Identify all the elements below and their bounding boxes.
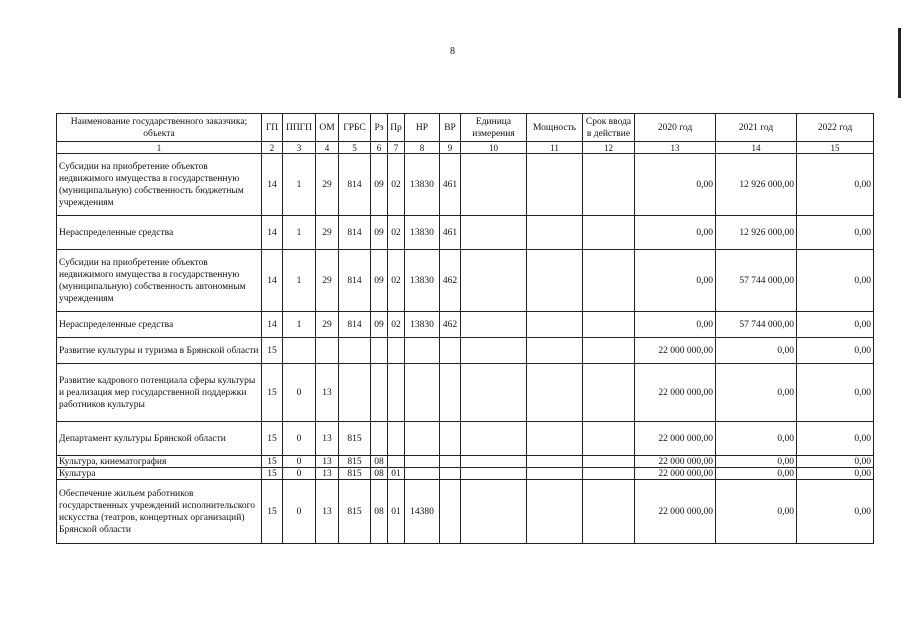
cell-capacity xyxy=(527,364,583,422)
cell-pr: 02 xyxy=(388,216,405,250)
table-row xyxy=(57,250,874,312)
cell-gp: 15 xyxy=(262,480,283,544)
cell-unit xyxy=(461,480,527,544)
header-cell: ГРБС xyxy=(339,114,371,142)
cell-2021: 0,00 xyxy=(716,364,797,422)
column-number: 11 xyxy=(527,142,583,154)
row-name: Культура, кинематография xyxy=(57,456,262,468)
cell-2022: 0,00 xyxy=(797,338,874,364)
cell-unit xyxy=(461,216,527,250)
cell-pr xyxy=(388,338,405,364)
cell-2020: 22 000 000,00 xyxy=(635,364,716,422)
cell-vr: 461 xyxy=(440,216,461,250)
column-number: 2 xyxy=(262,142,283,154)
cell-rz: 09 xyxy=(371,312,388,338)
cell-unit xyxy=(461,154,527,216)
cell-2020: 0,00 xyxy=(635,216,716,250)
column-number: 13 xyxy=(635,142,716,154)
cell-rz: 09 xyxy=(371,250,388,312)
cell-gp: 15 xyxy=(262,422,283,456)
table-row xyxy=(57,154,874,216)
column-number: 8 xyxy=(405,142,440,154)
cell-ppgp: 0 xyxy=(283,456,316,468)
row-name: Развитие кадрового потенциала сферы культуры и реализация мер государственной поддержки работников культуры xyxy=(57,364,262,422)
table-row xyxy=(57,422,874,456)
cell-grbs: 814 xyxy=(339,250,371,312)
cell-2022: 0,00 xyxy=(797,480,874,544)
page-number: 8 xyxy=(450,46,455,57)
cell-om: 13 xyxy=(316,422,339,456)
cell-term xyxy=(583,250,635,312)
row-name: Нераспределенные средства xyxy=(57,312,262,338)
cell-term xyxy=(583,480,635,544)
cell-grbs: 815 xyxy=(339,468,371,480)
row-name: Культура xyxy=(57,468,262,480)
cell-pr: 01 xyxy=(388,480,405,544)
cell-2021: 57 744 000,00 xyxy=(716,250,797,312)
cell-term xyxy=(583,216,635,250)
cell-om xyxy=(316,338,339,364)
cell-capacity xyxy=(527,468,583,480)
cell-2021: 12 926 000,00 xyxy=(716,216,797,250)
column-number: 6 xyxy=(371,142,388,154)
cell-om: 29 xyxy=(316,250,339,312)
cell-gp: 14 xyxy=(262,216,283,250)
cell-ppgp: 0 xyxy=(283,422,316,456)
table-row xyxy=(57,456,874,468)
cell-vr xyxy=(440,468,461,480)
cell-grbs: 814 xyxy=(339,216,371,250)
row-name: Субсидии на приобретение объектов недвижимого имущества в государственную (муниципальную) собственность бюджетным учреждениям xyxy=(57,154,262,216)
header-cell: 2020 год xyxy=(635,114,716,142)
cell-term xyxy=(583,312,635,338)
row-name: Развитие культуры и туризма в Брянской области xyxy=(57,338,262,364)
column-number: 3 xyxy=(283,142,316,154)
row-name: Обеспечение жильем работников государственных учреждений исполнительского искусства (театров, концертных организаций) Брянской области xyxy=(57,480,262,544)
cell-2022: 0,00 xyxy=(797,154,874,216)
cell-grbs: 814 xyxy=(339,154,371,216)
cell-2020: 0,00 xyxy=(635,154,716,216)
column-number: 5 xyxy=(339,142,371,154)
cell-gp: 15 xyxy=(262,364,283,422)
cell-ppgp: 1 xyxy=(283,216,316,250)
cell-2021: 0,00 xyxy=(716,338,797,364)
cell-unit xyxy=(461,456,527,468)
header-cell: Пр xyxy=(388,114,405,142)
header-cell: ОМ xyxy=(316,114,339,142)
cell-capacity xyxy=(527,338,583,364)
cell-rz: 08 xyxy=(371,456,388,468)
cell-rz: 08 xyxy=(371,480,388,544)
cell-unit xyxy=(461,250,527,312)
header-cell: НР xyxy=(405,114,440,142)
row-name: Департамент культуры Брянской области xyxy=(57,422,262,456)
row-name: Нераспределенные средства xyxy=(57,216,262,250)
column-number: 10 xyxy=(461,142,527,154)
cell-pr: 01 xyxy=(388,468,405,480)
cell-pr: 02 xyxy=(388,250,405,312)
cell-nr xyxy=(405,364,440,422)
column-number-row xyxy=(57,142,874,154)
cell-vr xyxy=(440,456,461,468)
cell-grbs: 815 xyxy=(339,456,371,468)
cell-2022: 0,00 xyxy=(797,456,874,468)
cell-pr xyxy=(388,422,405,456)
cell-grbs xyxy=(339,338,371,364)
cell-rz xyxy=(371,422,388,456)
cell-grbs: 815 xyxy=(339,422,371,456)
header-cell: Мощность xyxy=(527,114,583,142)
column-number: 1 xyxy=(57,142,262,154)
cell-gp: 14 xyxy=(262,312,283,338)
cell-rz xyxy=(371,364,388,422)
cell-term xyxy=(583,422,635,456)
cell-rz: 09 xyxy=(371,216,388,250)
cell-om: 13 xyxy=(316,468,339,480)
cell-nr xyxy=(405,422,440,456)
cell-unit xyxy=(461,338,527,364)
header-cell: ВР xyxy=(440,114,461,142)
cell-nr: 13830 xyxy=(405,154,440,216)
cell-2022: 0,00 xyxy=(797,312,874,338)
scan-edge-mark xyxy=(898,28,901,98)
header-cell: Наименование государственного заказчика; объекта xyxy=(57,114,262,142)
cell-ppgp: 1 xyxy=(283,250,316,312)
cell-gp: 15 xyxy=(262,338,283,364)
header-cell: Рз xyxy=(371,114,388,142)
cell-grbs: 814 xyxy=(339,312,371,338)
header-cell: 2022 год xyxy=(797,114,874,142)
table-row xyxy=(57,216,874,250)
cell-rz: 08 xyxy=(371,468,388,480)
cell-om: 13 xyxy=(316,456,339,468)
cell-2021: 0,00 xyxy=(716,422,797,456)
column-number: 15 xyxy=(797,142,874,154)
header-row xyxy=(57,114,874,142)
cell-capacity xyxy=(527,422,583,456)
cell-ppgp: 1 xyxy=(283,154,316,216)
column-number: 12 xyxy=(583,142,635,154)
cell-om: 13 xyxy=(316,364,339,422)
cell-pr: 02 xyxy=(388,154,405,216)
cell-unit xyxy=(461,468,527,480)
header-cell: 2021 год xyxy=(716,114,797,142)
cell-2022: 0,00 xyxy=(797,216,874,250)
cell-unit xyxy=(461,422,527,456)
cell-vr: 462 xyxy=(440,250,461,312)
cell-rz xyxy=(371,338,388,364)
budget-table xyxy=(56,113,874,544)
header-cell: Срок ввода в действие xyxy=(583,114,635,142)
cell-om: 29 xyxy=(316,216,339,250)
table-row xyxy=(57,338,874,364)
cell-capacity xyxy=(527,216,583,250)
table-row xyxy=(57,364,874,422)
cell-gp: 15 xyxy=(262,456,283,468)
cell-nr: 13830 xyxy=(405,312,440,338)
cell-nr: 13830 xyxy=(405,216,440,250)
cell-2021: 0,00 xyxy=(716,456,797,468)
cell-2021: 57 744 000,00 xyxy=(716,312,797,338)
cell-2020: 22 000 000,00 xyxy=(635,456,716,468)
cell-nr xyxy=(405,338,440,364)
table-row xyxy=(57,312,874,338)
cell-ppgp xyxy=(283,338,316,364)
cell-ppgp: 1 xyxy=(283,312,316,338)
cell-ppgp: 0 xyxy=(283,468,316,480)
cell-unit xyxy=(461,312,527,338)
cell-pr xyxy=(388,456,405,468)
column-number: 7 xyxy=(388,142,405,154)
cell-vr: 462 xyxy=(440,312,461,338)
cell-om: 13 xyxy=(316,480,339,544)
cell-vr xyxy=(440,480,461,544)
cell-grbs xyxy=(339,364,371,422)
header-cell: Единица измерения xyxy=(461,114,527,142)
cell-capacity xyxy=(527,312,583,338)
cell-2020: 0,00 xyxy=(635,250,716,312)
cell-term xyxy=(583,456,635,468)
cell-term xyxy=(583,338,635,364)
cell-2020: 22 000 000,00 xyxy=(635,422,716,456)
cell-gp: 14 xyxy=(262,250,283,312)
cell-capacity xyxy=(527,250,583,312)
header-cell: ППГП xyxy=(283,114,316,142)
cell-vr: 461 xyxy=(440,154,461,216)
cell-ppgp: 0 xyxy=(283,480,316,544)
cell-vr xyxy=(440,364,461,422)
cell-grbs: 815 xyxy=(339,480,371,544)
cell-vr xyxy=(440,338,461,364)
cell-capacity xyxy=(527,154,583,216)
cell-2020: 22 000 000,00 xyxy=(635,338,716,364)
cell-pr: 02 xyxy=(388,312,405,338)
cell-2020: 0,00 xyxy=(635,312,716,338)
cell-nr: 14380 xyxy=(405,480,440,544)
cell-term xyxy=(583,154,635,216)
column-number: 9 xyxy=(440,142,461,154)
cell-gp: 14 xyxy=(262,154,283,216)
cell-term xyxy=(583,364,635,422)
cell-nr xyxy=(405,468,440,480)
cell-2022: 0,00 xyxy=(797,250,874,312)
cell-2022: 0,00 xyxy=(797,364,874,422)
cell-rz: 09 xyxy=(371,154,388,216)
column-number: 4 xyxy=(316,142,339,154)
cell-2021: 0,00 xyxy=(716,468,797,480)
cell-nr: 13830 xyxy=(405,250,440,312)
cell-2022: 0,00 xyxy=(797,468,874,480)
cell-2022: 0,00 xyxy=(797,422,874,456)
cell-unit xyxy=(461,364,527,422)
cell-nr xyxy=(405,456,440,468)
column-number: 14 xyxy=(716,142,797,154)
cell-2020: 22 000 000,00 xyxy=(635,480,716,544)
table-row xyxy=(57,468,874,480)
cell-om: 29 xyxy=(316,154,339,216)
cell-capacity xyxy=(527,456,583,468)
cell-2021: 12 926 000,00 xyxy=(716,154,797,216)
cell-2021: 0,00 xyxy=(716,480,797,544)
row-name: Субсидии на приобретение объектов недвижимого имущества в государственную (муниципальную) собственность автономным учреждениям xyxy=(57,250,262,312)
cell-term xyxy=(583,468,635,480)
header-cell: ГП xyxy=(262,114,283,142)
cell-pr xyxy=(388,364,405,422)
cell-capacity xyxy=(527,480,583,544)
cell-ppgp: 0 xyxy=(283,364,316,422)
cell-gp: 15 xyxy=(262,468,283,480)
cell-2020: 22 000 000,00 xyxy=(635,468,716,480)
table-row xyxy=(57,480,874,544)
cell-vr xyxy=(440,422,461,456)
cell-om: 29 xyxy=(316,312,339,338)
